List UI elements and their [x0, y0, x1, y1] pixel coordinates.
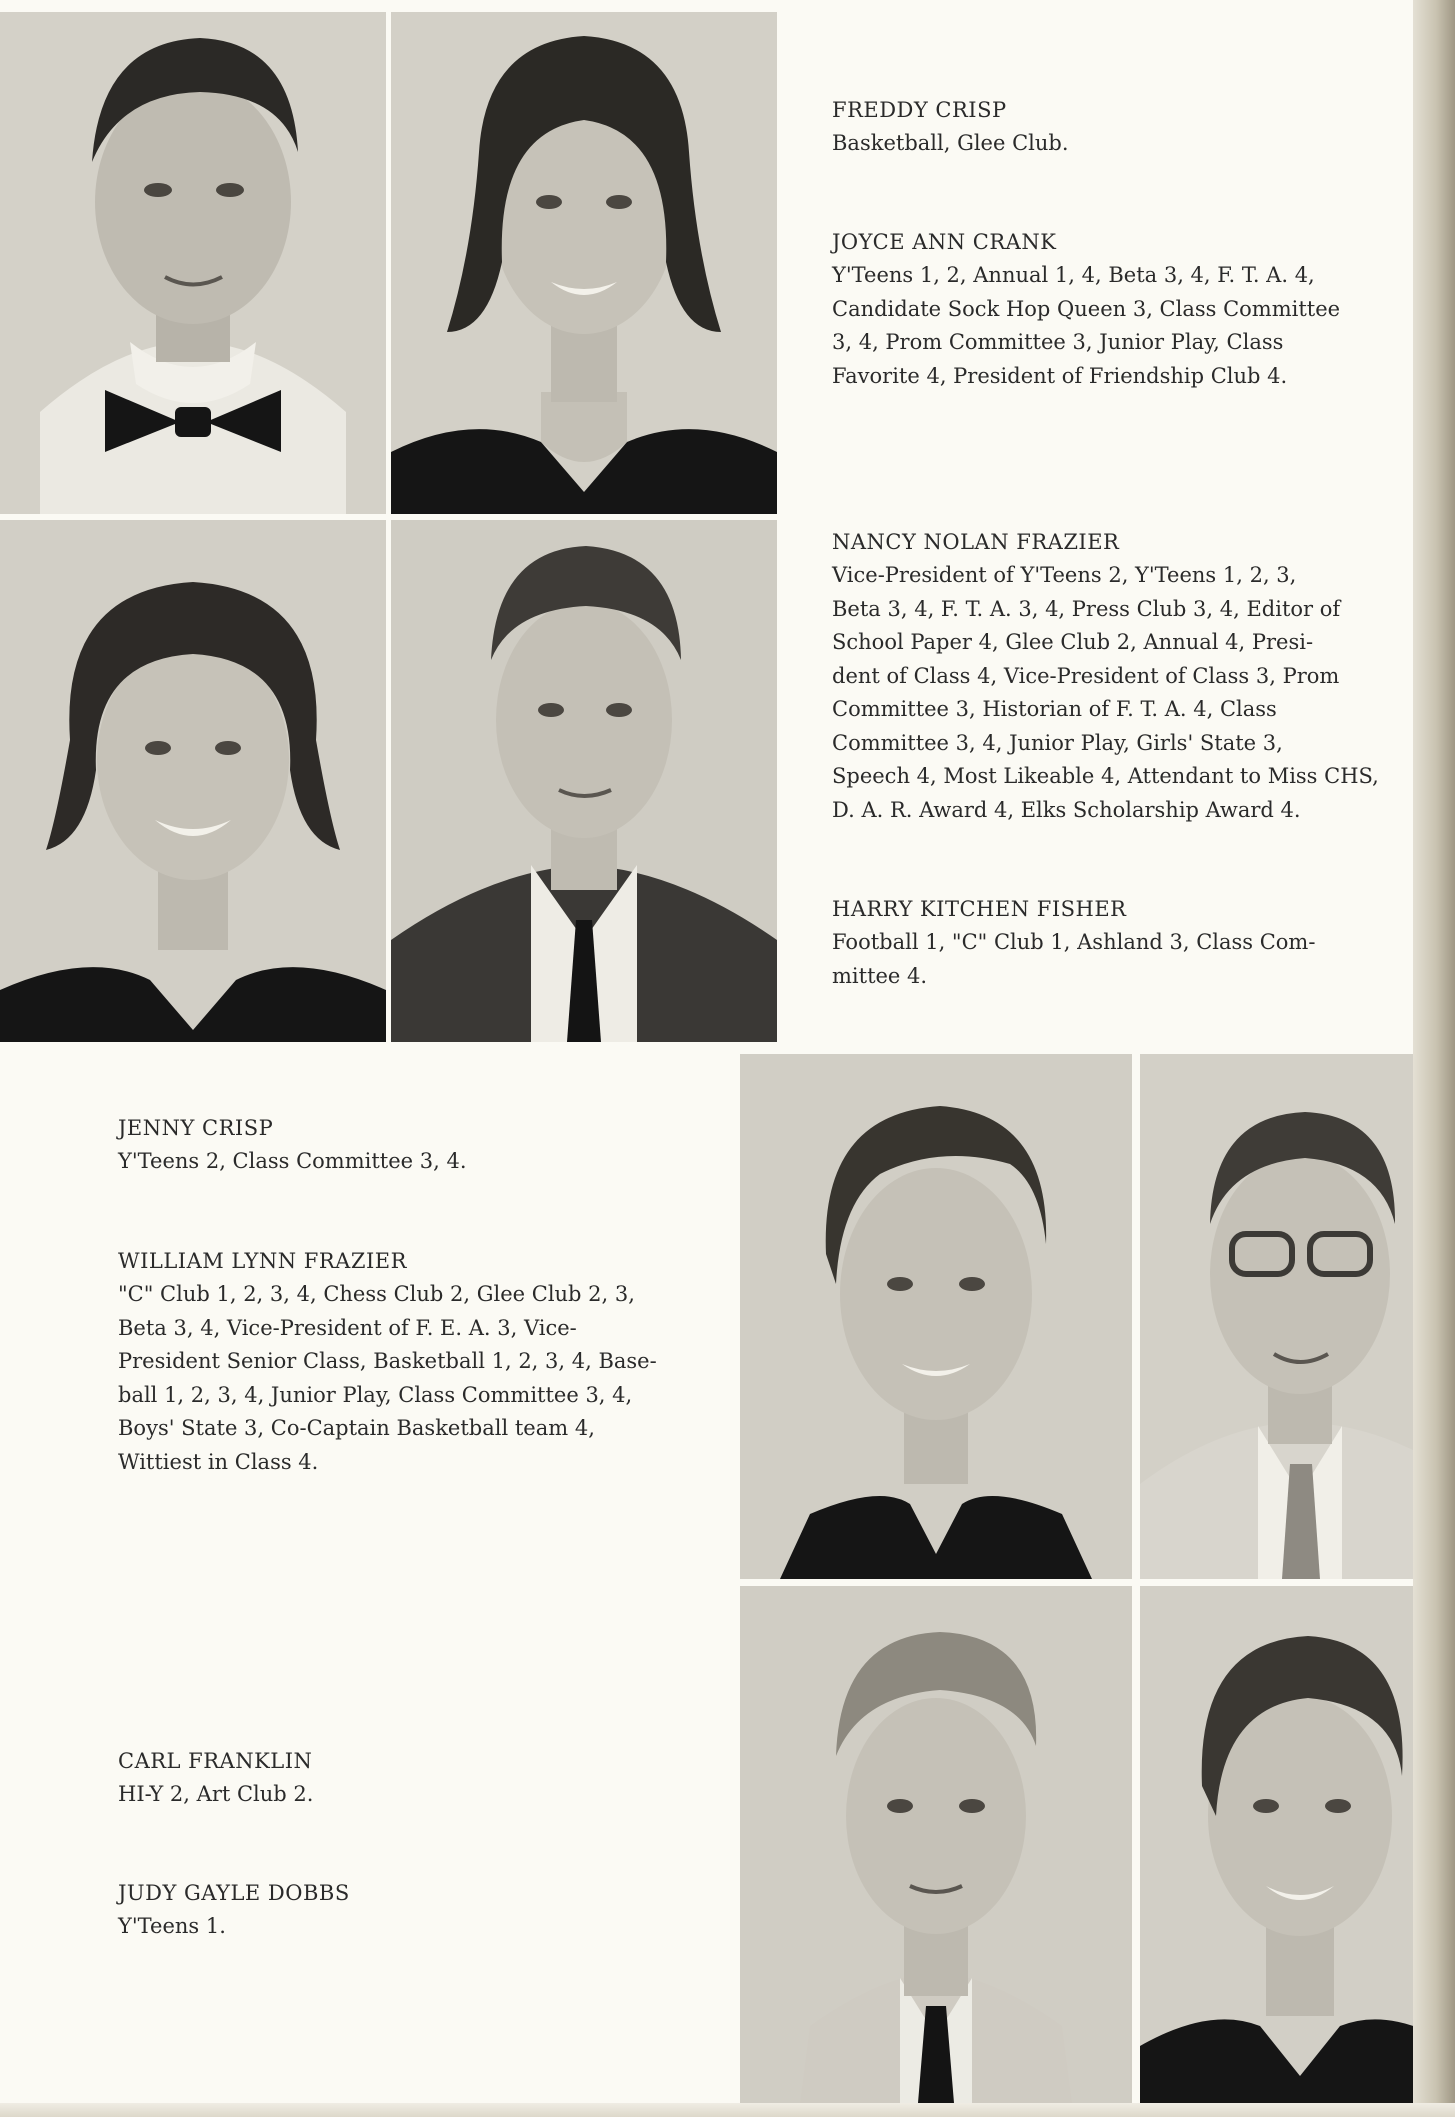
- entry-line: Beta 3, 4, Vice-President of F. E. A. 3, Vice-: [118, 1315, 577, 1340]
- entry-freddy-crisp: [832, 94, 1069, 161]
- entry-line: Football 1, "C" Club 1, Ashland 3, Class Com-: [832, 930, 1316, 954]
- entry-jenny-crisp: [118, 1112, 467, 1179]
- entry-william-lynn-frazier: [118, 1245, 657, 1479]
- entry-line: Committee 3, 4, Junior Play, Girls' State 3,: [832, 730, 1283, 755]
- entry-name: CARL FRANKLIN: [118, 1749, 313, 1773]
- page-binding-edge: [1413, 0, 1455, 2117]
- entry-name: JUDY GAYLE DOBBS: [118, 1881, 350, 1905]
- portrait-william-lynn-frazier: [1140, 1054, 1455, 1579]
- portrait-jenny-crisp: [740, 1054, 1132, 1579]
- portrait-judy-gayle-dobbs: [1140, 1586, 1455, 2103]
- entry-line: Committee 3, Historian of F. T. A. 4, Class: [832, 697, 1277, 721]
- entry-line: Y'Teens 2, Class Committee 3, 4.: [118, 1149, 467, 1173]
- entry-harry-kitchen-fisher: [832, 893, 1315, 993]
- entry-name: JENNY CRISP: [118, 1116, 274, 1140]
- entry-line: Y'Teens 1.: [118, 1914, 226, 1938]
- entry-line: 3, 4, Prom Committee 3, Junior Play, Class: [832, 330, 1284, 354]
- entry-line: President Senior Class, Basketball 1, 2, 3, 4, Base-: [118, 1349, 657, 1373]
- entry-name: NANCY NOLAN FRAZIER: [832, 530, 1120, 554]
- entry-line: Boys' State 3, Co-Captain Basketball team 4,: [118, 1416, 595, 1440]
- entry-line: "C" Club 1, 2, 3, 4, Chess Club 2, Glee Club 2, 3,: [118, 1282, 635, 1306]
- entry-line: Beta 3, 4, F. T. A. 3, 4, Press Club 3, 4, Editor of: [832, 596, 1341, 621]
- portrait-freddy-crisp: [0, 12, 386, 514]
- entry-name: HARRY KITCHEN FISHER: [832, 897, 1127, 921]
- entry-line: D. A. R. Award 4, Elks Scholarship Award 4.: [832, 797, 1301, 822]
- entry-line: Vice-President of Y'Teens 2, Y'Teens 1, 2, 3,: [832, 563, 1297, 587]
- entry-name: JOYCE ANN CRANK: [832, 230, 1057, 254]
- page-bottom-edge: [0, 2103, 1455, 2117]
- entry-line: Favorite 4, President of Friendship Club 4.: [832, 363, 1288, 388]
- portrait-harry-kitchen-fisher: [391, 520, 777, 1042]
- entry-judy-gayle-dobbs: [118, 1877, 350, 1944]
- entry-name: FREDDY CRISP: [832, 98, 1007, 122]
- entry-line: Y'Teens 1, 2, Annual 1, 4, Beta 3, 4, F. T. A. 4,: [832, 263, 1315, 287]
- entry-name: WILLIAM LYNN FRAZIER: [118, 1249, 407, 1273]
- portrait-joyce-ann-crank: [391, 12, 777, 514]
- entry-line: Basketball, Glee Club.: [832, 131, 1069, 155]
- entry-nancy-nolan-frazier: [832, 526, 1379, 827]
- entry-line: School Paper 4, Glee Club 2, Annual 4, Presi-: [832, 630, 1314, 654]
- entry-line: ball 1, 2, 3, 4, Junior Play, Class Committee 3, 4,: [118, 1382, 633, 1407]
- entry-line: Speech 4, Most Likeable 4, Attendant to Miss CHS,: [832, 764, 1379, 788]
- portrait-carl-franklin: [740, 1586, 1132, 2103]
- entry-line: Wittiest in Class 4.: [118, 1449, 319, 1474]
- portrait-nancy-nolan-frazier: [0, 520, 386, 1042]
- entry-line: HI-Y 2, Art Club 2.: [118, 1782, 314, 1806]
- entry-line: mittee 4.: [832, 963, 928, 988]
- entry-carl-franklin: [118, 1745, 313, 1812]
- entry-line: dent of Class 4, Vice-President of Class 3, Prom: [832, 663, 1340, 688]
- entry-line: Candidate Sock Hop Queen 3, Class Committee: [832, 296, 1341, 321]
- entry-joyce-ann-crank: [832, 226, 1340, 393]
